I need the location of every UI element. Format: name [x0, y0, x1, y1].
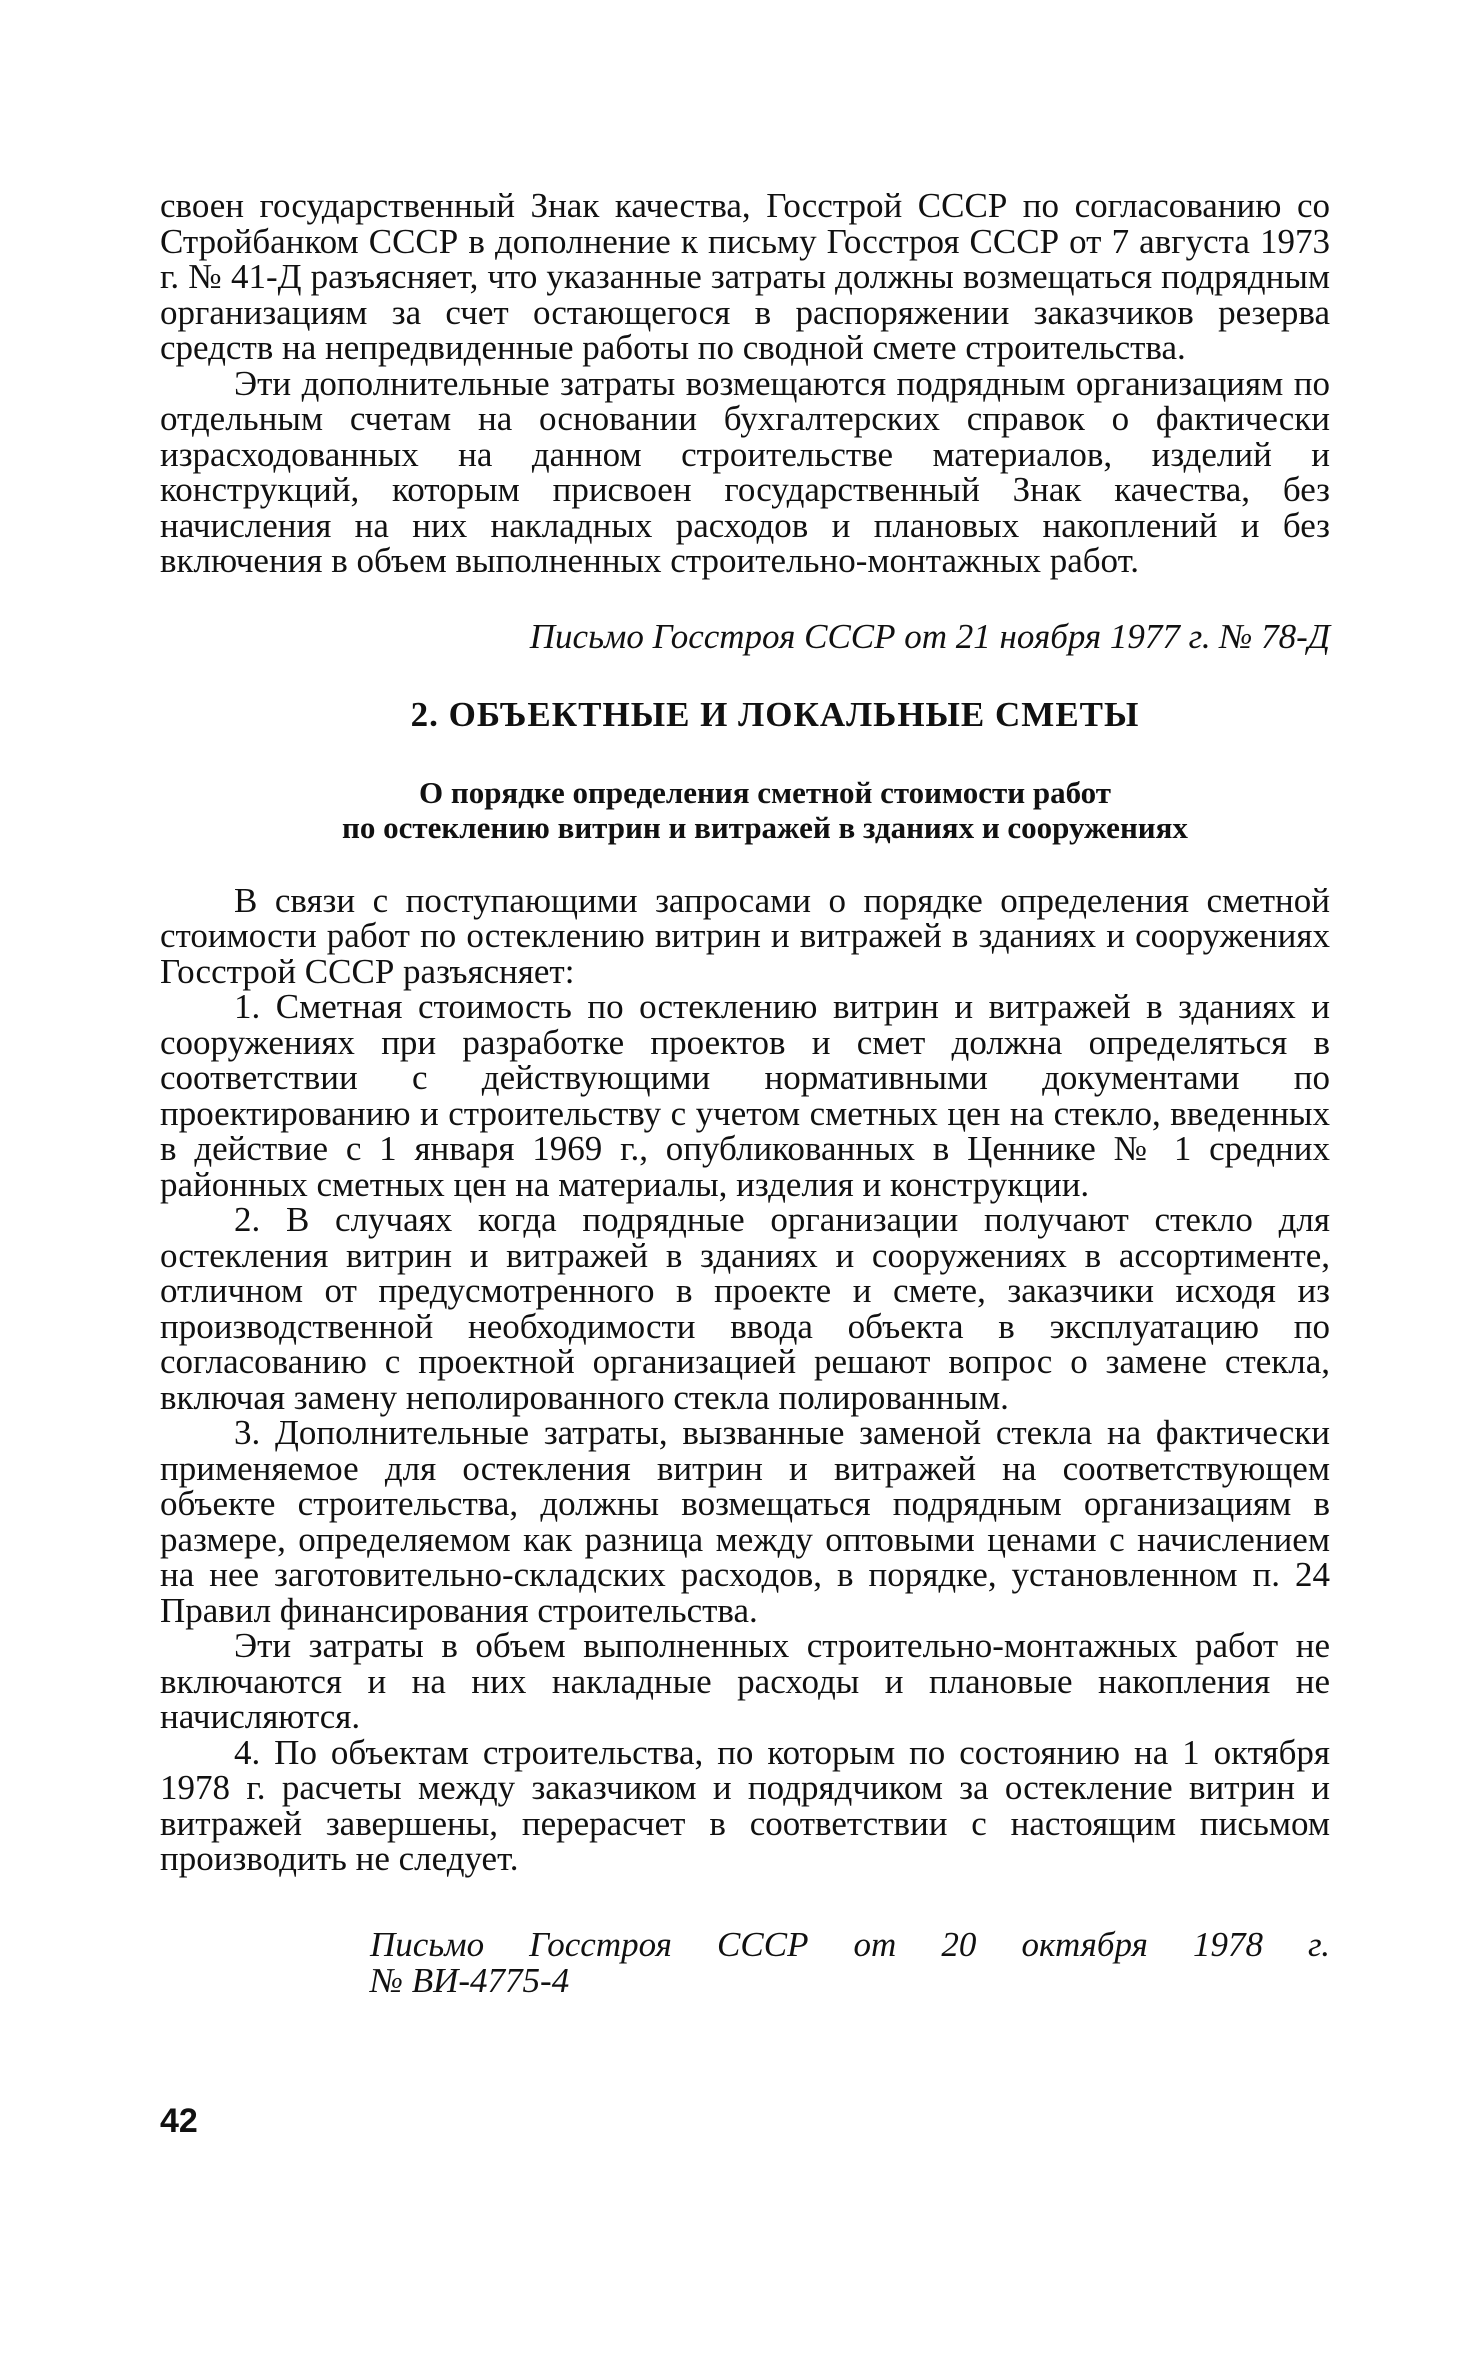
- subtitle-line-2: по остеклению витрин и витражей в зданиях и сооружениях: [342, 809, 1188, 845]
- paragraph-item-3-note: Эти затраты в объем выполненных строительно-монтажных работ не включаются и на них накладные расходы и плановые накопления не начисляются.: [160, 1626, 1330, 1736]
- paragraph-item-4: 4. По объектам строительства, по которым по состоянию на 1 октября 1978 г. расчеты между заказчиком и подрядчиком за остекление витрин и витражей завершены, перерасчет в соответствии с настоящим письмом производить не следует.: [160, 1732, 1330, 1878]
- signature-letter-1978: [370, 1924, 1330, 2000]
- paragraph-top-1: своен государственный Знак качества, Госстрой СССР по согласованию со Стройбанком СССР в дополнение к письму Госстроя СССР от 7 августа 1973 г. № 41-Д разъясняет, что указанные затраты должны возмещаться подрядным организациям за счет остающегося в распоряжении заказчиков резерва средств на непредвиденные работы по сводной смете строительства.: [160, 186, 1330, 367]
- page-number: 42: [160, 2102, 198, 2140]
- subtitle: [160, 775, 1330, 845]
- paragraph-item-2: 2. В случаях когда подрядные организации получают стекло для остекления витрин и витражей в зданиях и сооружениях в ассортименте, отличном от предусмотренного в проекте и смете, заказчики исходя из производственной необходимости ввода объекта в эксплуатацию по согласованию с проектной организацией решают вопрос о замене стекла, включая замену неполированного стекла полированным.: [160, 1200, 1330, 1417]
- paragraph-top-2: Эти дополнительные затраты возмещаются подрядным организациям по отдельным счетам на основании бухгалтерских справок о фактически израсходованных на данном строительстве материалов, изделий и конструкций, которым присвоен государственный Знак качества, без начисления на них накладных расходов и плановых накоплений и без включения в объем выполненных строительно-монтажных работ.: [160, 363, 1330, 580]
- signature-2-line-2: № ВИ-4775-4: [370, 1960, 570, 2000]
- subtitle-line-1: О порядке определения сметной стоимости работ: [418, 774, 1112, 810]
- signature-letter-1977: Письмо Госстроя СССР от 21 ноября 1977 г. № 78-Д: [529, 616, 1330, 656]
- signature-2-line-1: Письмо Госстроя СССР от 20 октября 1978 г.: [370, 1924, 1330, 1964]
- paragraph-item-1: 1. Сметная стоимость по остеклению витрин и витражей в зданиях и сооружениях при разработке проектов и смет должна определяться в соответствии с действующими нормативными документами по проектированию и строительству с учетом сметных цен на стекло, введенных в действие с 1 января 1969 г., опубликованных в Ценнике № 1 средних районных сметных цен на материалы, изделия и конструкции.: [160, 987, 1330, 1204]
- paragraph-item-3: 3. Дополнительные затраты, вызванные заменой стекла на фактически применяемое для остекления витрин и витражей на соответствующем объекте строительства, должны возмещаться подрядным организациям в размере, определяемом как разница между оптовыми ценами с начислением на нее заготовительно-складских расходов, в порядке, установленном п. 24 Правил финансирования строительства.: [160, 1413, 1330, 1630]
- page-body: [160, 188, 1330, 1999]
- section-title: 2. ОБЪЕКТНЫЕ И ЛОКАЛЬНЫЕ СМЕТЫ: [410, 694, 1140, 734]
- paragraph-intro: В связи с поступающими запросами о порядке определения сметной стоимости работ по остеклению витрин и витражей в зданиях и сооружениях Госстрой СССР разъясняет:: [160, 880, 1330, 991]
